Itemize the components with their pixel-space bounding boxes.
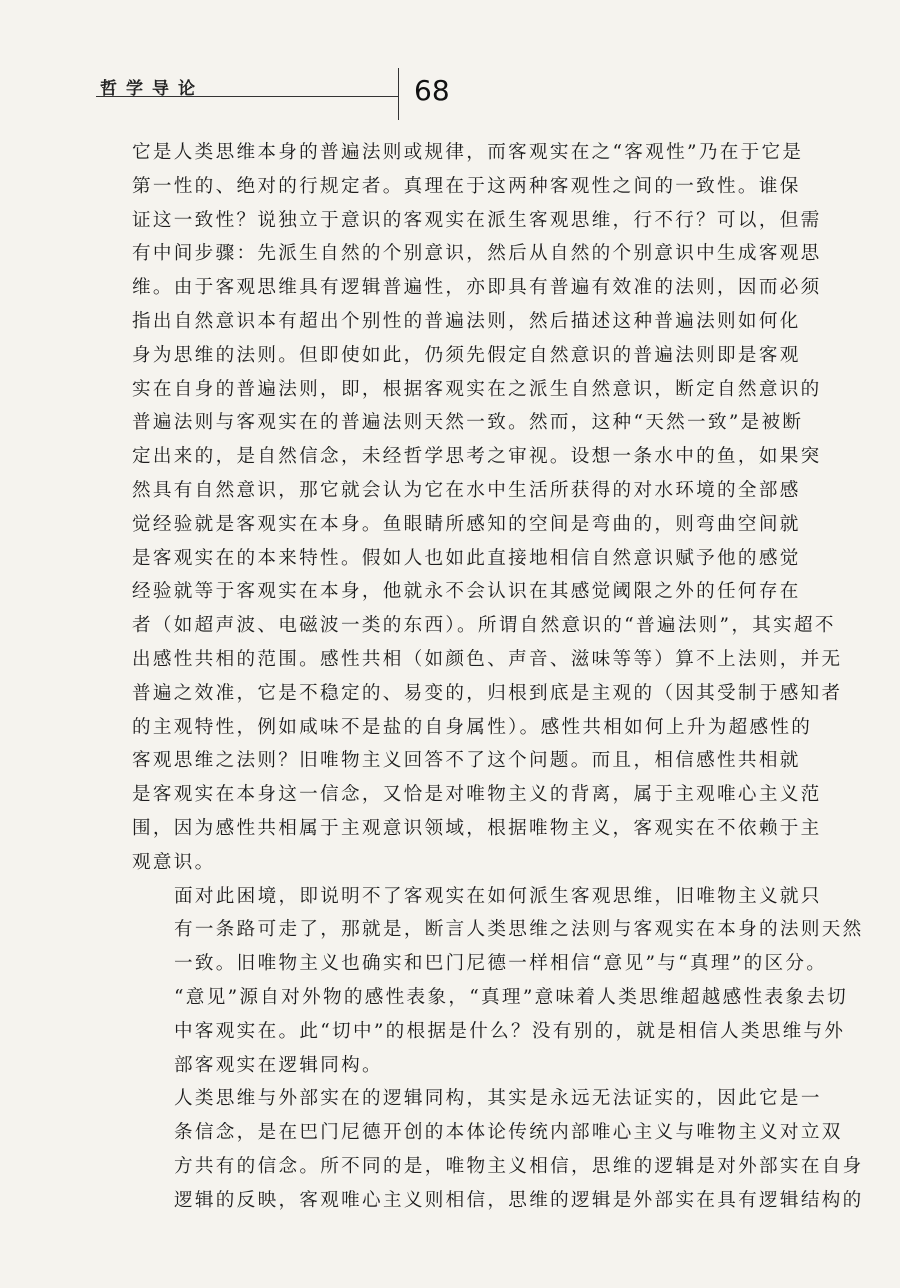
paragraph — [132, 1082, 864, 1217]
text-line: 出感性共相的范围。感性共相（如颜色、声音、滋味等等）算不上法则，并无 — [132, 648, 843, 670]
text-line: 面对此困境，即说明不了客观实在如何派生客观思维，旧唯物主义就只 — [174, 885, 822, 907]
text-line: 有中间步骤：先派生自然的个别意识，然后从自然的个别意识中生成客观思 — [132, 243, 822, 265]
text-line: “意见”源自对外物的感性表象，“真理”意味着人类思维超越感性表象去切 — [174, 986, 849, 1008]
text-line: 是客观实在的本来特性。假如人也如此直接地相信自然意识赋予他的感觉 — [132, 547, 801, 569]
text-line: 它是人类思维本身的普遍法则或规律，而客观实在之“客观性”乃在于它是 — [132, 142, 804, 163]
paragraph — [132, 136, 843, 880]
text-line: 观意识。 — [132, 851, 216, 873]
text-line: 普遍之效准，它是不稳定的、易变的，归根到底是主观的（因其受制于感知者 — [132, 682, 843, 704]
text-line: 普遍法则与客观实在的普遍法则天然一致。然而，这种“天然一致”是被断 — [132, 412, 804, 434]
text-line: 维。由于客观思维具有逻辑普遍性，亦即具有普遍有效准的法则，因而必须 — [132, 277, 822, 299]
text-line: 中客观实在。此“切中”的根据是什么？没有别的，就是相信人类思维与外 — [174, 1020, 846, 1042]
text-line: 一致。旧唯物主义也确实和巴门尼德一样相信“意见”与“真理”的区分。 — [174, 953, 828, 975]
text-line: 实在自身的普遍法则，即，根据客观实在之派生自然意识，断定自然意识的 — [132, 378, 822, 400]
text-line: 身为思维的法则。但即使如此，仍须先假定自然意识的普遍法则即是客观 — [132, 344, 801, 366]
text-line: 觉经验就是客观实在本身。鱼眼睛所感知的空间是弯曲的，则弯曲空间就 — [132, 513, 801, 535]
paragraph — [132, 880, 864, 1083]
text-line: 部客观实在逻辑同构。 — [174, 1054, 383, 1076]
text-line: 定出来的，是自然信念，未经哲学思考之审视。设想一条水中的鱼，如果突 — [132, 446, 822, 468]
text-line: 客观思维之法则？旧唯物主义回答不了这个问题。而且，相信感性共相就 — [132, 750, 801, 772]
header-divider — [398, 68, 399, 120]
text-line: 经验就等于客观实在本身，他就永不会认识在其感觉阈限之外的任何存在 — [132, 581, 801, 603]
text-line: 条信念，是在巴门尼德开创的本体论传统内部唯心主义与唯物主义对立双 — [174, 1122, 843, 1144]
text-line: 证这一致性？说独立于意识的客观实在派生客观思维，行不行？可以，但需 — [132, 209, 822, 231]
text-line: 围，因为感性共相属于主观意识领域，根据唯物主义，客观实在不依赖于主 — [132, 817, 822, 839]
book-title: 哲学导论 — [100, 79, 204, 99]
text-line: 的主观特性，例如咸味不是盐的自身属性）。感性共相如何上升为超感性的 — [132, 716, 813, 738]
text-line: 指出自然意识本有超出个别性的普遍法则，然后描述这种普遍法则如何化 — [132, 310, 801, 332]
text-line: 是客观实在本身这一信念，又恰是对唯物主义的背离，属于主观唯心主义范 — [132, 784, 822, 806]
header-rule — [96, 96, 398, 97]
text-line: 方共有的信念。所不同的是，唯物主义相信，思维的逻辑是对外部实在自身 — [174, 1155, 864, 1177]
text-line: 者（如超声波、电磁波一类的东西）。所谓自然意识的“普遍法则”，其实超不 — [132, 615, 836, 637]
page-number: 68 — [414, 74, 450, 107]
text-line: 然具有自然意识，那它就会认为它在水中生活所获得的对水环境的全部感 — [132, 479, 801, 501]
text-line: 逻辑的反映，客观唯心主义则相信，思维的逻辑是外部实在具有逻辑结构的 — [174, 1189, 864, 1211]
text-line: 第一性的、绝对的行规定者。真理在于这两种客观性之间的一致性。谁保 — [132, 175, 801, 197]
body-text — [132, 136, 864, 1218]
running-header — [96, 60, 796, 120]
text-line: 人类思维与外部实在的逻辑同构，其实是永远无法证实的，因此它是一 — [174, 1088, 822, 1110]
text-line: 有一条路可走了，那就是，断言人类思维之法则与客观实在本身的法则天然 — [174, 919, 864, 941]
